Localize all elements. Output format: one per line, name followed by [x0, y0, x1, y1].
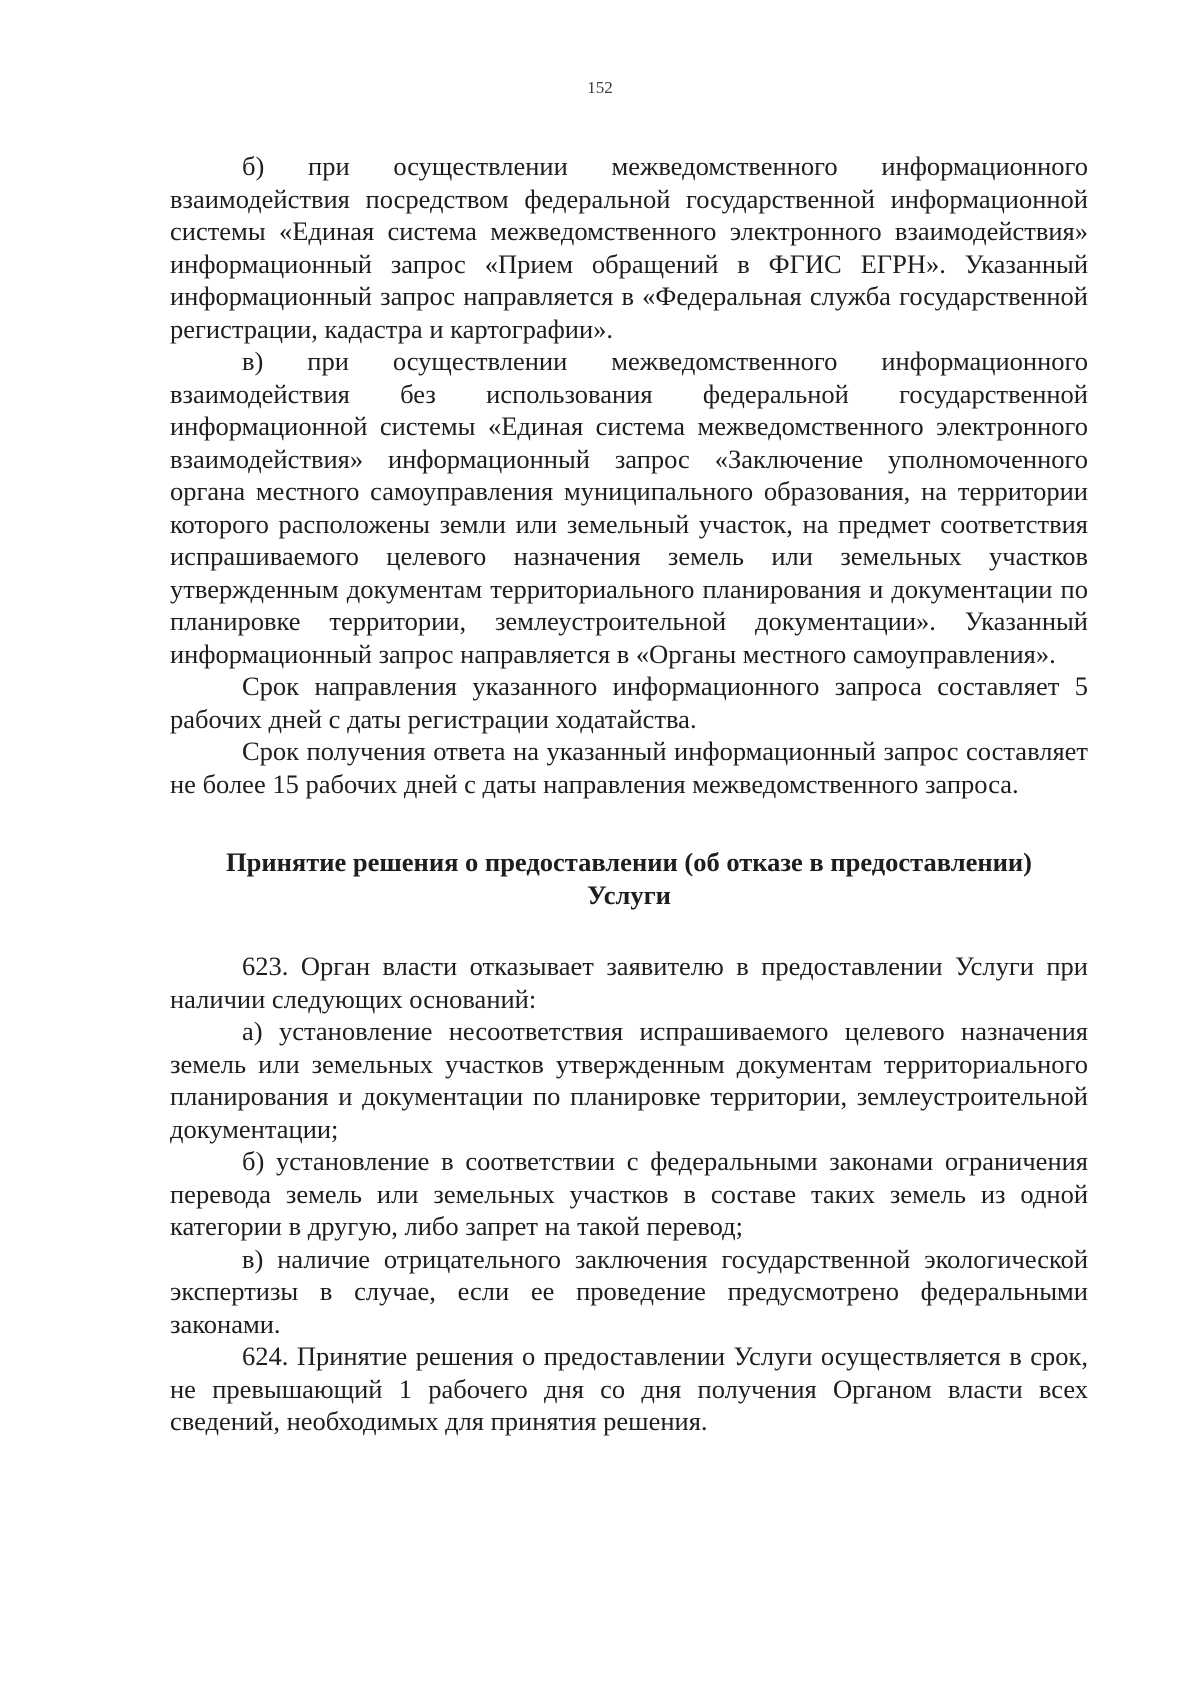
paragraph-response-deadline: Срок получения ответа на указанный информационный запрос составляет не более 15 рабочих дней с даты направления межведомственного запроса. [170, 736, 1088, 799]
section-heading-line-1: Принятие решения о предоставлении (об отказе в предоставлении) [226, 847, 1032, 877]
document-body [170, 150, 1088, 1438]
paragraph-623-v: в) наличие отрицательного заключения государственной экологической экспертизы в случае, если ее проведение предусмотрено федеральными законами. [170, 1243, 1088, 1339]
paragraph-624-decision-term: 624. Принятие решения о предоставлении Услуги осуществляется в срок, не превышающий 1 рабочего дня со дня получения Органом власти всех сведений, необходимых для принятия решения. [170, 1341, 1088, 1436]
paragraph-623-a: а) установление несоответствия испрашиваемого целевого назначения земель или земельных участков утвержденным документам территориального планирования и документации по планировке территории, землеустроительной документации; [170, 1016, 1088, 1144]
section-heading [170, 846, 1088, 912]
paragraph-623-refusal-grounds: 623. Орган власти отказывает заявителю в предоставлении Услуги при наличии следующих оснований: [170, 951, 1088, 1014]
paragraph-623-b: б) установление в соответствии с федеральными законами ограничения перевода земель или земельных участков в составе таких земель из одной категории в другую, либо запрет на такой перевод; [170, 1146, 1088, 1241]
paragraph-request-deadline: Срок направления указанного информационного запроса составляет 5 рабочих дней с даты регистрации ходатайства. [170, 671, 1088, 734]
page-number: 152 [587, 78, 613, 97]
paragraph-b-egrn-request: б) при осуществлении межведомственного информационного взаимодействия посредством федеральной государственной информационной системы «Единая система межведомственного электронного взаимодействия» информационный запрос «Прием обращений в ФГИС ЕГРН». Указанный информационный запрос направляется в «Федеральная служба государственной регистрации, кадастра и картографии». [170, 151, 1088, 344]
paragraph-v-local-government-request: в) при осуществлении межведомственного информационного взаимодействия без использования федеральной государственной информационной системы «Единая система межведомственного электронного взаимодействия» информационный запрос «Заключение уполномоченного органа местного самоуправления муниципального образования, на территории которого расположены земли или земельный участок, на предмет соответствия испрашиваемого целевого назначения земель или земельных участков утвержденным документам территориального планирования и документации по планировке территории, землеустроительной документации». Указанный информационный запрос направляется в «Органы местного самоуправления». [170, 346, 1088, 669]
section-heading-line-2: Услуги [587, 880, 671, 910]
